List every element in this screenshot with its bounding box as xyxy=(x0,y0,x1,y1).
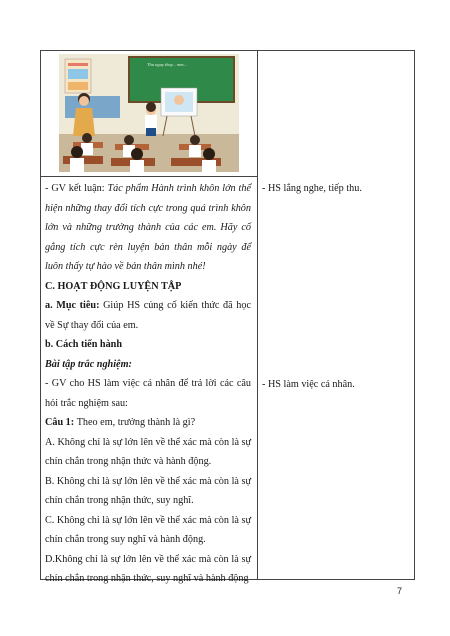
page-number: 7 xyxy=(396,586,402,596)
conclusion-prefix: - GV kết luận: xyxy=(45,183,108,194)
quiz-title: Bài tập trắc nghiệm: xyxy=(45,358,132,370)
goal-paragraph xyxy=(45,296,251,335)
student-individual: - HS làm việc cá nhân. xyxy=(262,378,355,390)
option-a: A. Không chỉ là sự lớn lên về thể xác mà còn là sự chín chắn trong nhận thức và hành động. xyxy=(45,436,251,467)
conclusion-paragraph xyxy=(45,179,251,277)
option-b: B. Không chỉ là sự lớn lên về thể xác mà còn là sự chín chắn trong nhận thức, suy nghĩ. xyxy=(45,475,251,506)
goal-label: a. Mục tiêu: xyxy=(45,300,104,311)
section-c-heading: C. HOẠT ĐỘNG LUYỆN TẬP xyxy=(45,280,182,292)
method-heading: b. Cách tiến hành xyxy=(45,339,122,350)
question-1-label: Câu 1: xyxy=(45,417,77,428)
conclusion-text: Tác phẩm Hành trình khôn lớn thể hiện những thay đổi tích cực trong quá trình khôn lớn và những trưởng thành của các em. Hãy cố gắng tích cực rèn luyện bản thân mỗi ngày để luôn thấy tự hào về bản thân mình nhé! xyxy=(45,183,251,272)
board-text: Thu nguy thay... mm... xyxy=(147,62,187,67)
column-divider xyxy=(257,51,258,579)
question-1-text: Theo em, trưởng thành là gì? xyxy=(76,417,196,428)
option-d: D.Không chỉ là sự lớn lên về thể xác mà còn là sự chín chắn trong nhận thức, suy nghĩ và hành động xyxy=(45,553,251,584)
question-1 xyxy=(45,413,251,433)
goal-text: Giúp HS củng cố kiến thức đã học về Sự thay đổi của em. xyxy=(45,300,251,331)
teacher-activities xyxy=(45,179,251,589)
student-listen: - HS lắng nghe, tiếp thu. xyxy=(262,183,362,194)
option-c: C. Không chỉ là sự lớn lên về thể xác mà còn là sự chín chắn trong suy nghĩ và hành động. xyxy=(45,514,251,545)
student-activities xyxy=(262,179,410,394)
quiz-intro: - GV cho HS làm việc cá nhân để trả lời các câu hỏi trắc nghiệm sau: xyxy=(45,378,251,409)
row-divider xyxy=(41,176,257,177)
classroom-illustration xyxy=(59,54,239,172)
